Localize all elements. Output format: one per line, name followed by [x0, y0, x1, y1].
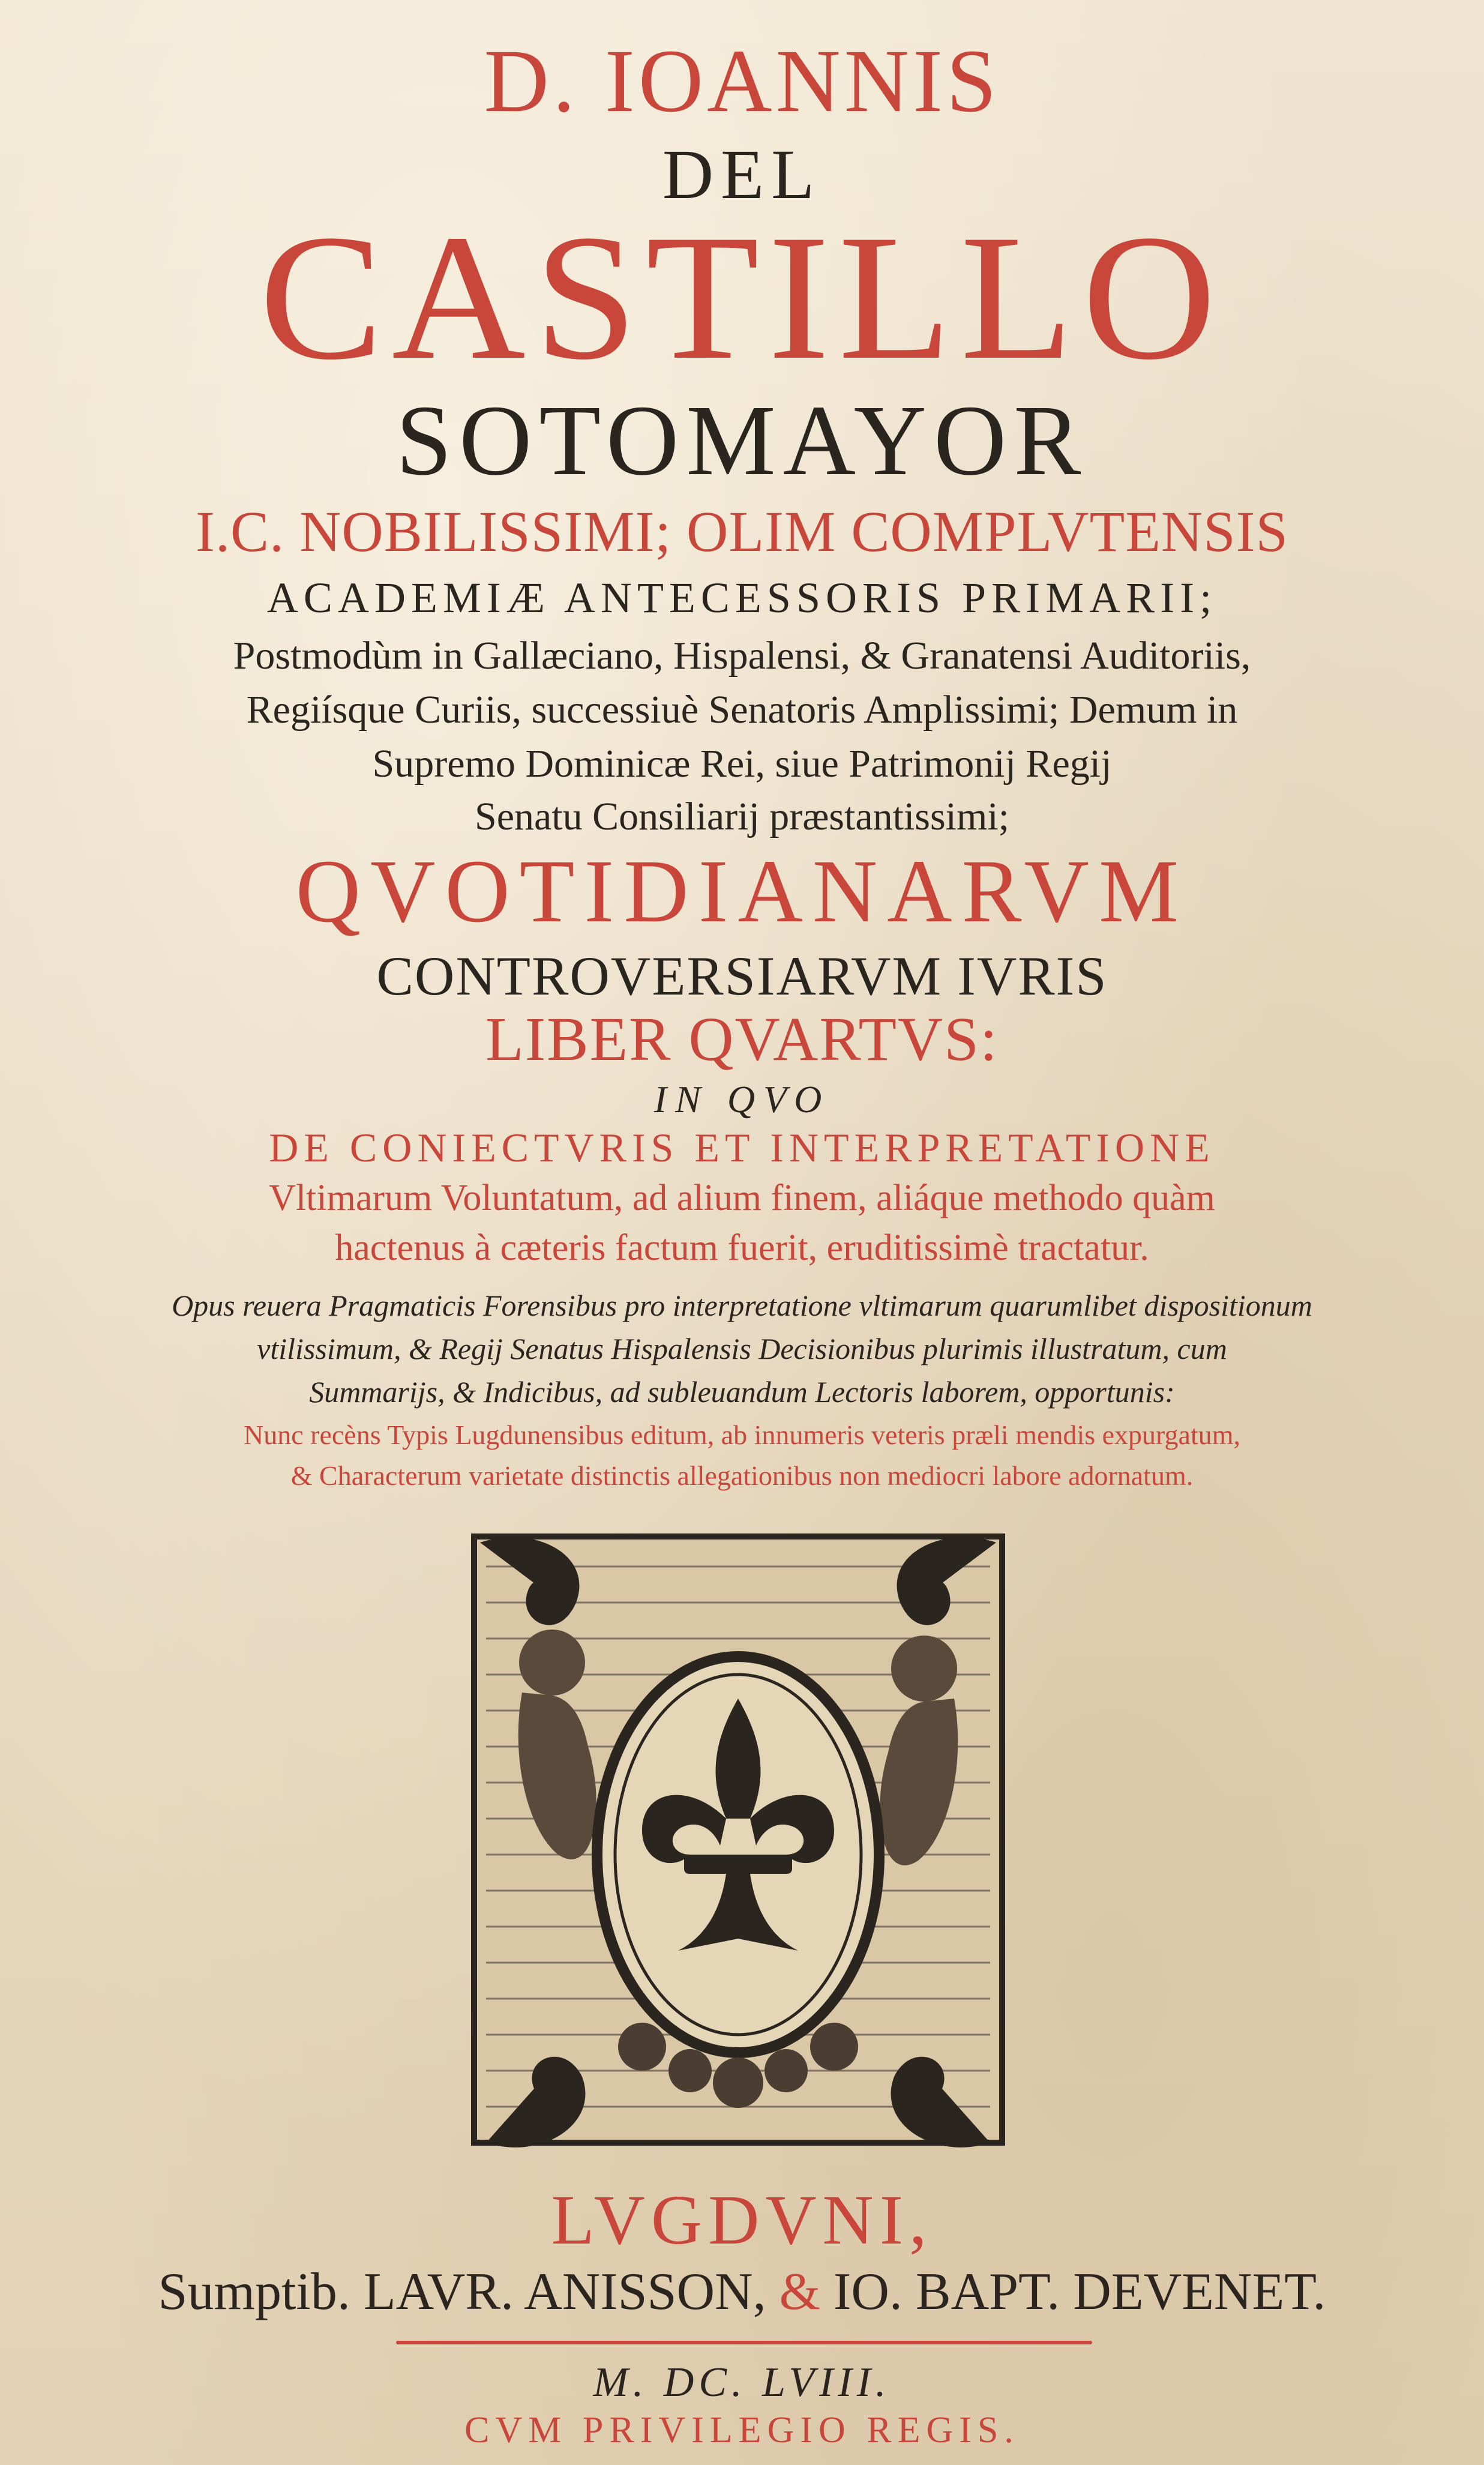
author-career-line-1: Postmodùm in Gallæciano, Hispalensi, & Granatensi Auditoriis, — [233, 634, 1251, 678]
imprint-printer-1: Sumptib. LAVR. ANISSON, — [158, 2263, 780, 2321]
in-quo-line: IN QVO — [653, 1078, 831, 1121]
imprint-place: LVGDVNI, — [551, 2181, 933, 2259]
royal-privilege: CVM PRIVILEGIO REGIS. — [464, 2410, 1020, 2451]
volume-label: LIBER QVARTVS: — [485, 1005, 999, 1074]
imprint-rule — [396, 2341, 1092, 2344]
fleur-de-lis-device-icon — [462, 1518, 1014, 2167]
imprint-printers — [0, 2263, 1484, 2321]
imprint-printer-2: IO. BAPT. DEVENET. — [820, 2263, 1326, 2321]
author-second-surname: SOTOMAYOR — [395, 385, 1089, 496]
subject-heading: DE CONIECTVRIS ET INTERPRETATIONE — [269, 1125, 1215, 1170]
imprint-date: M. DC. LVIII. — [593, 2359, 891, 2406]
subject-line-2: hactenus à cæteris factum fuerit, eruditissimè tractatur. — [335, 1227, 1149, 1268]
author-academy-line: ACADEMIÆ ANTECESSORIS PRIMARII; — [266, 574, 1218, 622]
work-title: QVOTIDIANARVM — [295, 841, 1189, 941]
edition-note-line-1: Nunc recèns Typis Lugdunensibus editum, ab innumeris veteris præli mendis expurgatum, — [243, 1419, 1241, 1450]
author-title-line: I.C. NOBILISSIMI; OLIM COMPLVTENSIS — [196, 499, 1288, 564]
work-subtitle: CONTROVERSIARVM IVRIS — [376, 945, 1108, 1007]
subject-line-1: Vltimarum Voluntatum, ad alium finem, aliáque methodo quàm — [269, 1178, 1215, 1218]
author-career-line-3: Supremo Dominicæ Rei, siue Patrimonij Regij — [372, 742, 1112, 786]
author-particle: DEL — [662, 135, 822, 214]
imprint-ampersand: & — [779, 2263, 821, 2321]
description-line-1: Opus reuera Pragmaticis Forensibus pro interpretatione vltimarum quarumlibet dispositionum — [172, 1289, 1312, 1322]
description-line-2: vtilissimum, & Regij Senatus Hispalensis Decisionibus plurimis illustratum, cum — [257, 1332, 1227, 1365]
author-praenomen: D. IOANNIS — [484, 31, 1000, 131]
author-career-line-4: Senatu Consiliarij præstantissimi; — [475, 795, 1009, 838]
edition-note-line-2: & Characterum varietate distinctis allegationibus non mediocri labore adornatum. — [290, 1460, 1194, 1491]
author-career-line-2: Regiísque Curiis, successiuè Senatoris Amplissimi; Demum in — [246, 688, 1238, 732]
author-surname: CASTILLO — [259, 197, 1225, 397]
description-line-3: Summarijs, & Indicibus, ad subleuandum Lectoris laborem, opportunis: — [309, 1375, 1175, 1409]
